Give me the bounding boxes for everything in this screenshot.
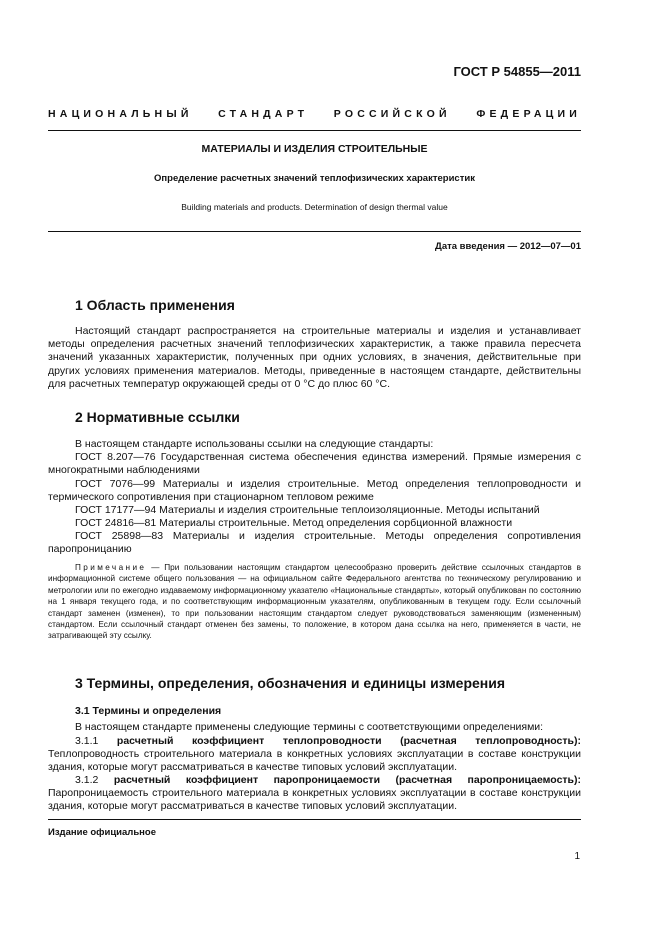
reference-gost-25898: ГОСТ 25898—83 Материалы и изделия строительные. Методы определения сопротивления паропроницанию: [48, 530, 581, 556]
footer-rule: [48, 819, 581, 820]
section-1-heading: 1 Область применения: [75, 297, 235, 313]
subsection-3-1-heading: 3.1 Термины и определения: [75, 705, 222, 717]
term-number: 3.1.1: [75, 735, 99, 747]
note-text: — При пользовании настоящим стандартом целесообразно проверить действие ссылочных стандартов в информационной системе общего пользования — на официальном сайте Федерального агентства по техническому регулированию и метрологии или по ежегодно издаваемому информационному указателю «Национальные стандарты», который опубликован по состоянию на 1 января текущего года, и по соответствующим информационным указателям, опубликованным в текущем году. Если ссылочный стандарт заменен (изменен), то при пользовании настоящим стандартом следует руководствоваться заменяющим (измененным) стандартом. Если ссылочный стандарт отменен без замены, то положение, в котором дана ссылка на него, применяется в части, не затрагивающей эту ссылку.: [48, 563, 581, 641]
document-subtitle-en: Building materials and products. Determination of design thermal value: [181, 202, 448, 212]
reference-gost-8-207: ГОСТ 8.207—76 Государственная система обеспечения единства измерений. Прямые измерения с многократными наблюдениями: [48, 451, 581, 477]
page-number: 1: [574, 851, 580, 862]
section-2-intro: В настоящем стандарте использованы ссылки на следующие стандарты:: [75, 438, 434, 450]
reference-gost-7076: ГОСТ 7076—99 Материалы и изделия строительные. Метод определения теплопроводности и термического сопротивления при стационарном тепловом режиме: [48, 478, 581, 504]
section-3-intro: В настоящем стандарте применены следующие термины с соответствующими определениями:: [75, 721, 544, 733]
entry-date: Дата введения — 2012—07—01: [435, 241, 581, 252]
reference-gost-24816: ГОСТ 24816—81 Материалы строительные. Метод определения сорбционной влажности: [75, 517, 513, 529]
normative-note: [48, 562, 581, 642]
term-definition: Теплопроводность строительного материала в конкретных условиях эксплуатации в составе конструкции здания, которые могут рассматриваться в качестве типовых условий эксплуатации.: [48, 748, 581, 774]
section-1-text: Настоящий стандарт распространяется на строительные материалы и изделия и устанавливает методы определения расчетных значений теплофизических характеристик, а также правила пересчета значений указанных характеристик, полученных при одних условиях, в значения, действительные при других условиях применения материалов. Методы, приведенные в настоящем стандарте, действительны для расчетных температур окружающей среды от 0 °С до плюс 60 °С.: [48, 325, 581, 390]
section-2-heading: 2 Нормативные ссылки: [75, 409, 240, 425]
term-name: расчетный коэффициент теплопроводности (расчетная теплопроводность):: [116, 735, 581, 747]
document-subtitle-ru: Определение расчетных значений теплофизических характеристик: [154, 173, 475, 184]
note-label: Примечание: [75, 563, 147, 572]
term-3-1-1: [48, 735, 581, 775]
top-rule: [48, 130, 581, 131]
edition-label: Издание официальное: [48, 827, 156, 838]
title-rule: [48, 231, 581, 232]
reference-gost-17177: ГОСТ 17177—94 Материалы и изделия строительные теплоизоляционные. Методы испытаний: [75, 504, 540, 516]
term-name: расчетный коэффициент паропроницаемости (расчетная паропроницаемость):: [113, 774, 581, 786]
term-3-1-2: [48, 774, 581, 814]
gost-number: ГОСТ Р 54855—2011: [453, 64, 581, 79]
national-standard-banner: НАЦИОНАЛЬНЫЙ СТАНДАРТ РОССИЙСКОЙ ФЕДЕРАЦИИ: [48, 108, 581, 120]
section-3-heading: 3 Термины, определения, обозначения и единицы измерения: [75, 675, 506, 691]
term-number: 3.1.2: [75, 774, 99, 786]
term-definition: Паропроницаемость строительного материала в конкретных условиях эксплуатации в составе конструкции здания, которые могут рассматриваться в качестве типовых условий эксплуатации.: [48, 787, 581, 813]
document-title: МАТЕРИАЛЫ И ИЗДЕЛИЯ СТРОИТЕЛЬНЫЕ: [201, 143, 428, 155]
